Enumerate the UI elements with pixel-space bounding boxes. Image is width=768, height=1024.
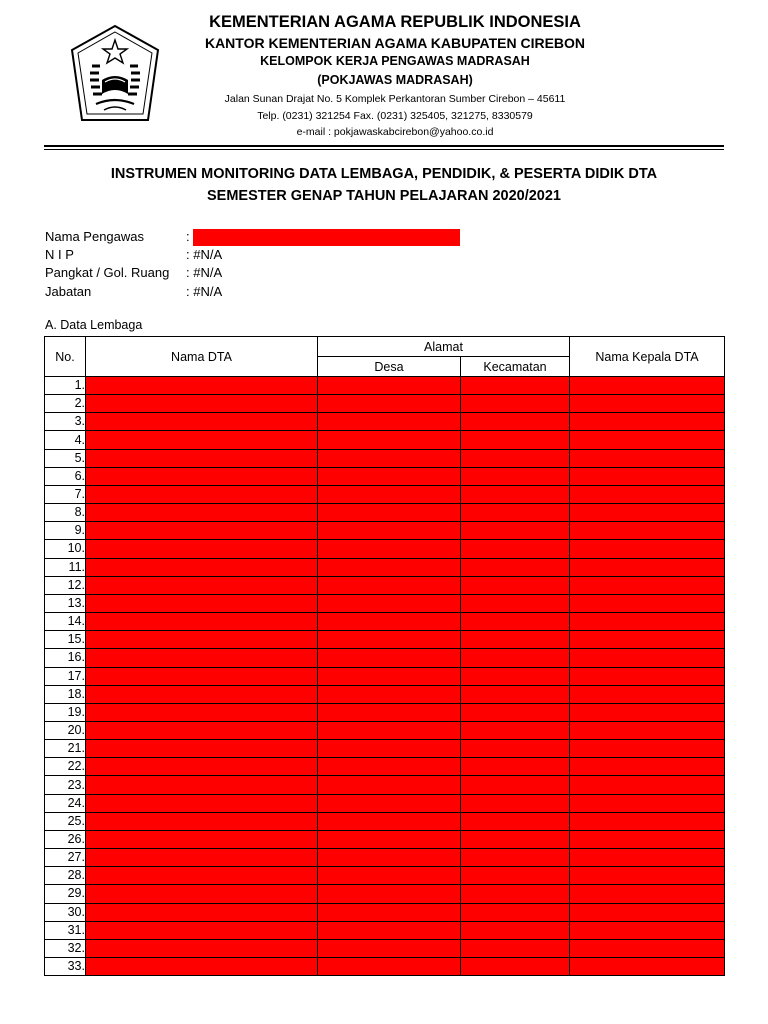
cell-desa-redacted <box>318 703 461 721</box>
table-row <box>45 522 725 540</box>
redacted-name-box <box>193 229 460 246</box>
cell-nama-dta-redacted <box>86 522 318 540</box>
cell-kecamatan-redacted <box>461 431 570 449</box>
cell-kepala-redacted <box>570 921 725 939</box>
cell-desa-redacted <box>318 903 461 921</box>
cell-kecamatan-redacted <box>461 939 570 957</box>
table-row <box>45 431 725 449</box>
row-number: 21. <box>45 740 86 758</box>
table-row <box>45 758 725 776</box>
cell-nama-dta-redacted <box>86 485 318 503</box>
table-row <box>45 685 725 703</box>
cell-desa-redacted <box>318 504 461 522</box>
cell-kecamatan-redacted <box>461 485 570 503</box>
lembaga-table <box>44 336 725 976</box>
field-value-pangkat: : #N/A <box>186 265 223 280</box>
row-number: 11. <box>45 558 86 576</box>
table-row <box>45 939 725 957</box>
cell-kepala-redacted <box>570 467 725 485</box>
cell-nama-dta-redacted <box>86 649 318 667</box>
table-row <box>45 467 725 485</box>
cell-kecamatan-redacted <box>461 703 570 721</box>
field-colon: : <box>186 229 190 244</box>
cell-nama-dta-redacted <box>86 812 318 830</box>
cell-nama-dta-redacted <box>86 758 318 776</box>
row-number: 12. <box>45 576 86 594</box>
cell-nama-dta-redacted <box>86 721 318 739</box>
cell-nama-dta-redacted <box>86 903 318 921</box>
cell-desa-redacted <box>318 522 461 540</box>
cell-desa-redacted <box>318 921 461 939</box>
cell-desa-redacted <box>318 685 461 703</box>
cell-nama-dta-redacted <box>86 395 318 413</box>
cell-desa-redacted <box>318 867 461 885</box>
row-number: 6. <box>45 467 86 485</box>
cell-kecamatan-redacted <box>461 395 570 413</box>
table-row <box>45 395 725 413</box>
table-row <box>45 721 725 739</box>
row-number: 8. <box>45 504 86 522</box>
phone: Telp. (0231) 321254 Fax. (0231) 325405, 321275, 8330579 <box>257 110 533 122</box>
cell-nama-dta-redacted <box>86 558 318 576</box>
document-title: INSTRUMEN MONITORING DATA LEMBAGA, PENDIDIK, & PESERTA DIDIK DTA <box>110 166 658 182</box>
cell-kecamatan-redacted <box>461 921 570 939</box>
field-label-nip: N I P <box>45 247 74 262</box>
table-row <box>45 903 725 921</box>
cell-kepala-redacted <box>570 740 725 758</box>
field-label-pangkat: Pangkat / Gol. Ruang <box>45 265 170 280</box>
table-row <box>45 849 725 867</box>
cell-kecamatan-redacted <box>461 413 570 431</box>
cell-kepala-redacted <box>570 758 725 776</box>
row-number: 31. <box>45 921 86 939</box>
cell-kecamatan-redacted <box>461 758 570 776</box>
row-number: 5. <box>45 449 86 467</box>
cell-kecamatan-redacted <box>461 576 570 594</box>
header-kepala: Nama Kepala DTA <box>570 337 725 377</box>
row-number: 26. <box>45 830 86 848</box>
cell-kecamatan-redacted <box>461 776 570 794</box>
email: e-mail : pokjawaskabcirebon@yahoo.co.id <box>296 126 494 138</box>
cell-kecamatan-redacted <box>461 958 570 976</box>
cell-desa-redacted <box>318 740 461 758</box>
row-number: 7. <box>45 485 86 503</box>
cell-kepala-redacted <box>570 485 725 503</box>
cell-nama-dta-redacted <box>86 776 318 794</box>
cell-nama-dta-redacted <box>86 504 318 522</box>
table-row <box>45 613 725 631</box>
table-row <box>45 377 725 395</box>
cell-desa-redacted <box>318 812 461 830</box>
cell-desa-redacted <box>318 885 461 903</box>
cell-kecamatan-redacted <box>461 558 570 576</box>
ministry-name: KEMENTERIAN AGAMA REPUBLIK INDONESIA <box>209 13 581 31</box>
cell-kepala-redacted <box>570 576 725 594</box>
cell-kepala-redacted <box>570 649 725 667</box>
cell-kecamatan-redacted <box>461 685 570 703</box>
row-number: 23. <box>45 776 86 794</box>
cell-nama-dta-redacted <box>86 830 318 848</box>
row-number: 13. <box>45 594 86 612</box>
row-number: 1. <box>45 377 86 395</box>
cell-kepala-redacted <box>570 939 725 957</box>
table-row <box>45 867 725 885</box>
cell-kepala-redacted <box>570 885 725 903</box>
cell-nama-dta-redacted <box>86 594 318 612</box>
cell-kecamatan-redacted <box>461 467 570 485</box>
row-number: 19. <box>45 703 86 721</box>
table-row <box>45 540 725 558</box>
cell-kepala-redacted <box>570 849 725 867</box>
group-name: KELOMPOK KERJA PENGAWAS MADRASAH <box>260 54 530 68</box>
cell-kepala-redacted <box>570 594 725 612</box>
cell-kepala-redacted <box>570 631 725 649</box>
cell-kepala-redacted <box>570 794 725 812</box>
cell-kepala-redacted <box>570 903 725 921</box>
cell-kecamatan-redacted <box>461 830 570 848</box>
cell-nama-dta-redacted <box>86 631 318 649</box>
cell-desa-redacted <box>318 395 461 413</box>
cell-desa-redacted <box>318 721 461 739</box>
cell-kepala-redacted <box>570 667 725 685</box>
cell-nama-dta-redacted <box>86 939 318 957</box>
cell-nama-dta-redacted <box>86 885 318 903</box>
cell-nama-dta-redacted <box>86 540 318 558</box>
field-value-nama <box>186 229 460 246</box>
cell-kecamatan-redacted <box>461 667 570 685</box>
row-number: 25. <box>45 812 86 830</box>
table-row <box>45 776 725 794</box>
table-row <box>45 740 725 758</box>
cell-desa-redacted <box>318 849 461 867</box>
cell-desa-redacted <box>318 958 461 976</box>
table-row <box>45 413 725 431</box>
cell-nama-dta-redacted <box>86 685 318 703</box>
cell-kecamatan-redacted <box>461 721 570 739</box>
document-subtitle: SEMESTER GENAP TAHUN PELAJARAN 2020/2021 <box>206 188 561 204</box>
cell-desa-redacted <box>318 485 461 503</box>
row-number: 3. <box>45 413 86 431</box>
cell-kecamatan-redacted <box>461 794 570 812</box>
cell-nama-dta-redacted <box>86 867 318 885</box>
row-number: 9. <box>45 522 86 540</box>
field-value-jabatan: : #N/A <box>186 284 223 299</box>
cell-nama-dta-redacted <box>86 431 318 449</box>
cell-kepala-redacted <box>570 540 725 558</box>
cell-desa-redacted <box>318 613 461 631</box>
row-number: 29. <box>45 885 86 903</box>
cell-kepala-redacted <box>570 449 725 467</box>
cell-desa-redacted <box>318 649 461 667</box>
cell-desa-redacted <box>318 449 461 467</box>
table-row <box>45 594 725 612</box>
cell-kepala-redacted <box>570 558 725 576</box>
cell-desa-redacted <box>318 830 461 848</box>
cell-kecamatan-redacted <box>461 649 570 667</box>
row-number: 17. <box>45 667 86 685</box>
row-number: 4. <box>45 431 86 449</box>
address: Jalan Sunan Drajat No. 5 Komplek Perkantoran Sumber Cirebon – 45611 <box>224 93 566 105</box>
cell-kepala-redacted <box>570 721 725 739</box>
header-no: No. <box>45 337 86 377</box>
field-label-nama: Nama Pengawas <box>45 229 144 244</box>
header-nama-dta: Nama DTA <box>86 337 318 377</box>
cell-desa-redacted <box>318 794 461 812</box>
cell-kepala-redacted <box>570 685 725 703</box>
field-value-nip: : #N/A <box>186 247 223 262</box>
table-row <box>45 667 725 685</box>
cell-desa-redacted <box>318 431 461 449</box>
row-number: 14. <box>45 613 86 631</box>
cell-desa-redacted <box>318 558 461 576</box>
cell-desa-redacted <box>318 540 461 558</box>
cell-nama-dta-redacted <box>86 703 318 721</box>
cell-kecamatan-redacted <box>461 613 570 631</box>
table-row <box>45 885 725 903</box>
cell-nama-dta-redacted <box>86 467 318 485</box>
header-desa: Desa <box>318 357 461 377</box>
section-label: A. Data Lembaga <box>45 318 143 332</box>
cell-kepala-redacted <box>570 522 725 540</box>
office-name: KANTOR KEMENTERIAN AGAMA KABUPATEN CIREBON <box>204 35 586 51</box>
cell-kepala-redacted <box>570 413 725 431</box>
row-number: 32. <box>45 939 86 957</box>
table-row <box>45 576 725 594</box>
row-number: 16. <box>45 649 86 667</box>
cell-nama-dta-redacted <box>86 377 318 395</box>
table-row <box>45 631 725 649</box>
table-row <box>45 958 725 976</box>
table-body <box>45 377 725 976</box>
header-divider-thin <box>44 149 724 150</box>
cell-kecamatan-redacted <box>461 594 570 612</box>
table-row <box>45 921 725 939</box>
cell-kecamatan-redacted <box>461 504 570 522</box>
cell-kepala-redacted <box>570 377 725 395</box>
cell-desa-redacted <box>318 467 461 485</box>
table-row <box>45 449 725 467</box>
row-number: 15. <box>45 631 86 649</box>
cell-kecamatan-redacted <box>461 540 570 558</box>
row-number: 28. <box>45 867 86 885</box>
table-row <box>45 558 725 576</box>
cell-kecamatan-redacted <box>461 740 570 758</box>
cell-kecamatan-redacted <box>461 812 570 830</box>
field-label-jabatan: Jabatan <box>45 284 92 299</box>
row-number: 10. <box>45 540 86 558</box>
row-number: 24. <box>45 794 86 812</box>
cell-nama-dta-redacted <box>86 613 318 631</box>
cell-desa-redacted <box>318 667 461 685</box>
row-number: 2. <box>45 395 86 413</box>
header-alamat: Alamat <box>318 337 570 357</box>
table-row <box>45 703 725 721</box>
header-kecamatan: Kecamatan <box>461 357 570 377</box>
table-row <box>45 812 725 830</box>
cell-nama-dta-redacted <box>86 794 318 812</box>
cell-desa-redacted <box>318 939 461 957</box>
cell-nama-dta-redacted <box>86 740 318 758</box>
cell-desa-redacted <box>318 576 461 594</box>
row-number: 30. <box>45 903 86 921</box>
table-row <box>45 485 725 503</box>
cell-kepala-redacted <box>570 776 725 794</box>
cell-desa-redacted <box>318 758 461 776</box>
cell-kepala-redacted <box>570 812 725 830</box>
row-number: 22. <box>45 758 86 776</box>
row-number: 20. <box>45 721 86 739</box>
cell-kepala-redacted <box>570 958 725 976</box>
cell-kecamatan-redacted <box>461 849 570 867</box>
cell-kecamatan-redacted <box>461 449 570 467</box>
row-number: 18. <box>45 685 86 703</box>
kemenag-emblem-icon <box>68 24 162 128</box>
header-divider-thick <box>44 145 724 147</box>
table-row <box>45 830 725 848</box>
cell-nama-dta-redacted <box>86 958 318 976</box>
cell-kepala-redacted <box>570 395 725 413</box>
row-number: 33. <box>45 958 86 976</box>
cell-kepala-redacted <box>570 431 725 449</box>
row-number: 27. <box>45 849 86 867</box>
cell-kepala-redacted <box>570 703 725 721</box>
cell-kepala-redacted <box>570 504 725 522</box>
cell-kecamatan-redacted <box>461 867 570 885</box>
cell-kecamatan-redacted <box>461 903 570 921</box>
cell-kepala-redacted <box>570 867 725 885</box>
cell-desa-redacted <box>318 776 461 794</box>
cell-nama-dta-redacted <box>86 667 318 685</box>
cell-kepala-redacted <box>570 613 725 631</box>
cell-kecamatan-redacted <box>461 377 570 395</box>
cell-nama-dta-redacted <box>86 576 318 594</box>
cell-kecamatan-redacted <box>461 631 570 649</box>
cell-kecamatan-redacted <box>461 522 570 540</box>
table-row <box>45 794 725 812</box>
cell-desa-redacted <box>318 413 461 431</box>
cell-nama-dta-redacted <box>86 921 318 939</box>
cell-desa-redacted <box>318 631 461 649</box>
cell-nama-dta-redacted <box>86 849 318 867</box>
cell-kepala-redacted <box>570 830 725 848</box>
cell-nama-dta-redacted <box>86 449 318 467</box>
table-row <box>45 504 725 522</box>
cell-desa-redacted <box>318 377 461 395</box>
group-abbr: (POKJAWAS MADRASAH) <box>317 73 473 87</box>
table-row <box>45 649 725 667</box>
cell-kecamatan-redacted <box>461 885 570 903</box>
cell-desa-redacted <box>318 594 461 612</box>
cell-nama-dta-redacted <box>86 413 318 431</box>
